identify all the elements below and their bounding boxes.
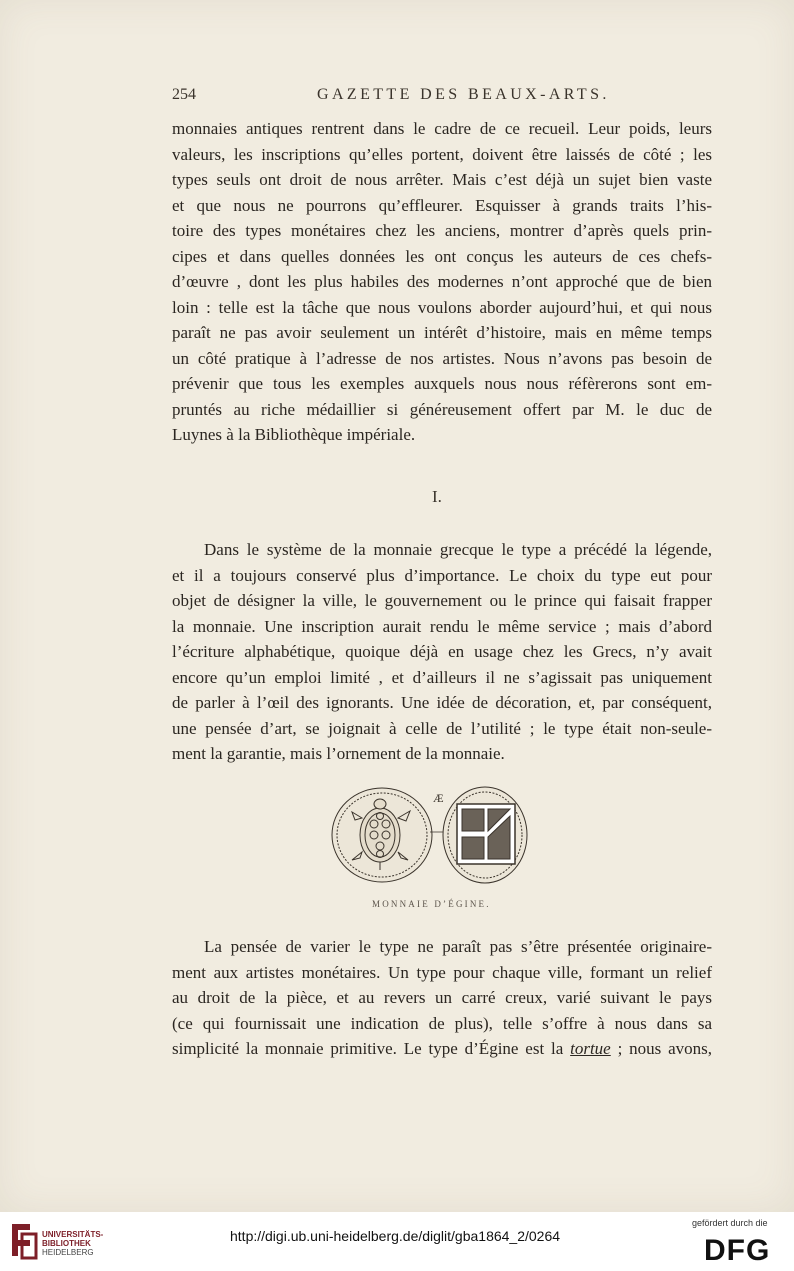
text-line: monnaies antiques rentrent dans le cadre de ce recueil. Leur poids, leurs bbox=[172, 119, 712, 138]
text-line: toire des types monétaires chez les anciens, montrer d’après quels prin- bbox=[172, 221, 712, 240]
text-line: Luynes à la Bibliothèque impériale. bbox=[172, 425, 416, 444]
turtle-obverse bbox=[332, 788, 432, 882]
text-line: et il a toujours conservé plus d’importance. Le choix du type eut pour bbox=[172, 565, 712, 585]
text-run: simplicité la monnaie primitive. Le type d’Égine est la bbox=[172, 1039, 571, 1058]
text-line: paraît ne pas avoir seulement un intérêt d’histoire, mais en même temps bbox=[172, 323, 712, 342]
text-line: la monnaie. Une inscription aurait rendu le même service ; mais d’abord bbox=[172, 616, 712, 636]
text-line: un côté pratique à l’adresse de nos artistes. Nous n’avons pas besoin de bbox=[172, 348, 712, 368]
text-line: ment la garantie, mais l’ornement de la monnaie. bbox=[172, 744, 505, 763]
text-run: ; nous avons, bbox=[610, 1039, 712, 1058]
figure-caption: MONNAIE D’ÉGINE. bbox=[372, 899, 491, 909]
text-line: La pensée de varier le type ne paraît pas s’être présentée originaire- bbox=[204, 937, 712, 956]
aegina-coin-engraving bbox=[330, 780, 530, 890]
text-line: et que nous ne pourrons qu’effleurer. Esquisser à grands traits l’his- bbox=[172, 195, 712, 215]
italic-word: tortue bbox=[570, 1039, 611, 1058]
text-line: d’œuvre , dont les plus habiles des modernes n’ont approché que de bien bbox=[172, 272, 712, 291]
journal-title: GAZETTE DES BEAUX-ARTS. bbox=[317, 86, 610, 103]
text-line: types seuls ont droit de nous arrêter. Mais c’est déjà un sujet bien vaste bbox=[172, 170, 712, 189]
text-line: prévenir que tous les exemples auxquels nous nous réfèrerons sont em- bbox=[172, 374, 712, 393]
text-line bbox=[172, 1036, 712, 1062]
incuse-reverse bbox=[443, 787, 527, 883]
paragraph-2 bbox=[172, 537, 712, 767]
library-name bbox=[42, 1230, 128, 1257]
text-line: ment aux artistes monétaires. Un type pour chaque ville, formant un relief bbox=[172, 962, 712, 982]
text-line: cipes et dans quelles données les ont conçus les auteurs de ces chefs- bbox=[172, 246, 712, 266]
monogram: Æ bbox=[433, 791, 444, 805]
coin-illustration bbox=[330, 780, 530, 890]
library-name-line: HEIDELBERG bbox=[42, 1248, 94, 1257]
page-number: 254 bbox=[172, 86, 196, 103]
text-line: une pensée d’art, se joignait à celle de l’utilité ; le type était non-seule- bbox=[172, 718, 712, 738]
text-line: objet de désigner la ville, le gouvernement ou le prince qui faisait frapper bbox=[172, 591, 712, 610]
paragraph-1 bbox=[172, 116, 712, 448]
running-header bbox=[172, 86, 712, 110]
library-name-line: BIBLIOTHEK bbox=[42, 1239, 91, 1248]
text-line: au droit de la pièce, et au revers un carré creux, varié suivant le pays bbox=[172, 988, 712, 1007]
library-logo[interactable] bbox=[8, 1220, 128, 1262]
funding-note: gefördert durch die bbox=[692, 1218, 768, 1228]
text-line: encore qu’un emploi limité , et d’ailleurs il ne s’agissait pas uniquement bbox=[172, 667, 712, 687]
library-emblem-icon bbox=[8, 1220, 38, 1260]
text-line: pruntés au riche médaillier si généreusement offert par M. le duc de bbox=[172, 399, 712, 419]
section-number: I. bbox=[432, 487, 442, 506]
dfg-logo: DFG bbox=[704, 1234, 771, 1267]
text-line: loin : telle est la tâche que nous voulons aborder aujourd’hui, et qui nous bbox=[172, 297, 712, 317]
text-line: (ce qui fournissait une indication de plus), telle s’offre à nous dans sa bbox=[172, 1013, 712, 1033]
paragraph-3 bbox=[172, 934, 712, 1062]
library-name-line: UNIVERSITÄTS- bbox=[42, 1230, 104, 1239]
text-line: valeurs, les inscriptions qu’elles portent, doivent être laissés de côté ; les bbox=[172, 144, 712, 164]
text-line: Dans le système de la monnaie grecque le type a précédé la légende, bbox=[204, 540, 712, 559]
text-line: l’écriture alphabétique, quoique déjà en usage chez les Grecs, n’y avait bbox=[172, 642, 712, 661]
dfg-funding[interactable] bbox=[690, 1216, 790, 1266]
text-line: de parler à l’œil des ignorants. Une idée de décoration, et, par conséquent, bbox=[172, 693, 712, 712]
permalink-url[interactable]: http://digi.ub.uni-heidelberg.de/diglit/gba1864_2/0264 bbox=[230, 1228, 561, 1244]
